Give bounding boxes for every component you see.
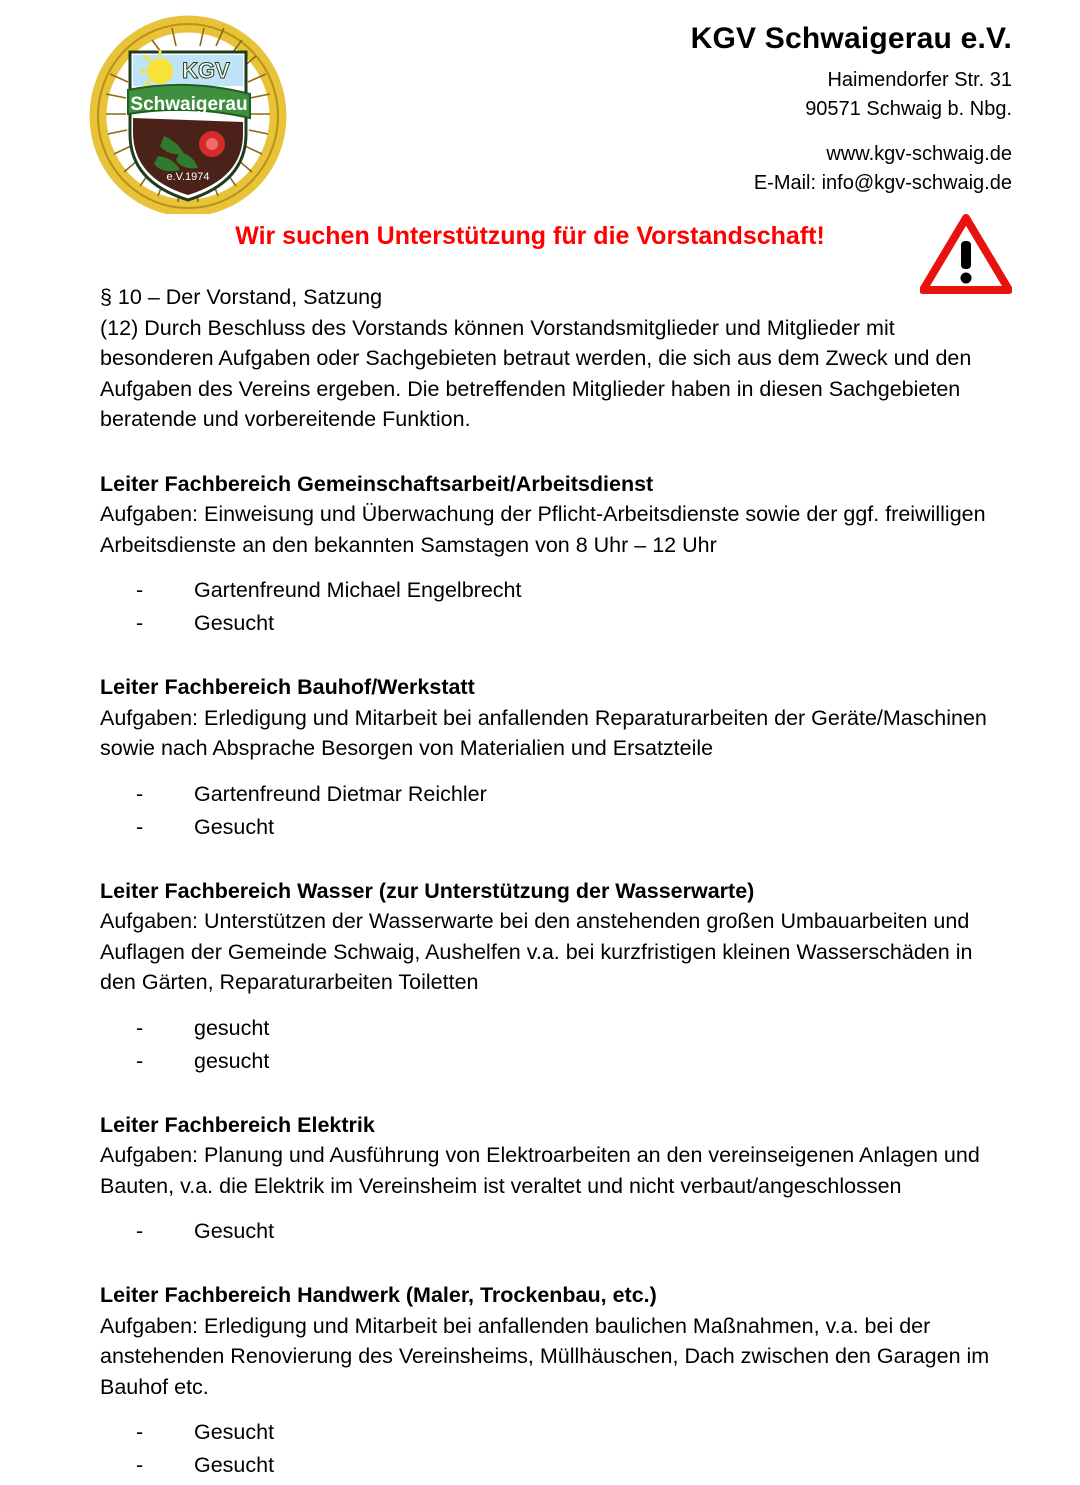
- section-elektrik: [100, 1110, 1012, 1247]
- section-people-list: [100, 576, 1012, 638]
- section-title: Leiter Fachbereich Wasser (zur Unterstützung der Wasserwarte): [100, 878, 755, 903]
- logo-year-text: e.V.1974: [166, 171, 210, 183]
- section-people-list: [100, 1217, 1012, 1246]
- section-people-list: [100, 1014, 1012, 1076]
- section-title: Leiter Fachbereich Bauhof/Werkstatt: [100, 675, 475, 700]
- section-title: Leiter Fachbereich Handwerk (Maler, Trockenbau, etc.): [100, 1283, 657, 1308]
- list-item: - Gartenfreund Dietmar Reichler: [136, 780, 1012, 809]
- club-logo-svg: [88, 14, 288, 214]
- section-tasks: Aufgaben: Unterstützen der Wasserwarte bei den anstehenden großen Umbauarbeiten und Auflagen der Gemeinde Schwaig, Aushelfen v.a. bei kurzfristigen kleinen Wasserschäden in den Gärten, Reparaturarbeiten Toiletten: [100, 909, 973, 995]
- banner-title: Wir suchen Unterstützung für die Vorstandschaft!: [235, 222, 825, 250]
- section-wasser: [100, 876, 1012, 1076]
- section-bauhof-werkstatt: [100, 672, 1012, 842]
- statute-paragraph: (12) Durch Beschluss des Vorstands können Vorstandsmitglieder und Mitglieder mit besonderen Aufgaben oder Sachgebieten betraut werden, die sich aus dem Zweck und den Aufgaben des Vereins ergeben. Die betreffenden Mitglieder haben in diesen Sachgebieten beratende und vorbereitende Funktion.: [100, 315, 972, 432]
- section-tasks: Aufgaben: Planung und Ausführung von Elektroarbeiten an den vereinseigenen Anlagen und Bauten, v.a. die Elektrik im Vereinsheim ist veraltet und nicht verbaut/angeschlossen: [100, 1143, 980, 1198]
- list-item: - Gesucht: [136, 609, 1012, 638]
- section-people-list: [100, 780, 1012, 842]
- address-block: [691, 22, 1012, 198]
- website-text: www.kgv-schwaig.de: [826, 143, 1012, 165]
- list-item: - Gartenfreund Michael Engelbrecht: [136, 576, 1012, 605]
- banner-row: [0, 222, 1080, 282]
- section-people-list: [100, 1418, 1012, 1480]
- section-tasks: Aufgaben: Erledigung und Mitarbeit bei anfallenden Reparaturarbeiten der Geräte/Maschinen sowie nach Absprache Besorgen von Materialien und Ersatzteile: [100, 705, 987, 761]
- section-title: Leiter Fachbereich Elektrik: [100, 1112, 375, 1137]
- club-logo: [88, 14, 288, 214]
- logo-band-text: Schwaigerau: [130, 94, 248, 115]
- address-street: Haimendorfer Str. 31: [827, 69, 1012, 91]
- section-title: Leiter Fachbereich Gemeinschaftsarbeit/Arbeitsdienst: [100, 471, 654, 496]
- organization-title: KGV Schwaigerau e.V.: [690, 22, 1012, 55]
- list-item: - gesucht: [136, 1047, 1012, 1076]
- list-item: - Gesucht: [136, 1451, 1012, 1480]
- list-item: - Gesucht: [136, 1418, 1012, 1447]
- section-tasks: Aufgaben: Einweisung und Überwachung der Pflicht-Arbeitsdienste sowie der ggf. freiwilligen Arbeitsdienste an den bekannten Samstagen von 8 Uhr – 12 Uhr: [100, 502, 986, 557]
- list-item: - gesucht: [136, 1014, 1012, 1043]
- warning-icon: [920, 214, 1012, 294]
- statute-reference: § 10 – Der Vorstand, Satzung: [100, 285, 383, 309]
- section-handwerk: [100, 1280, 1012, 1480]
- address-city: 90571 Schwaig b. Nbg.: [805, 98, 1012, 120]
- section-tasks: Aufgaben: Erledigung und Mitarbeit bei anfallenden baulichen Maßnahmen, v.a. bei der anstehenden Renovierung des Vereinsheims, Müllhäuschen, Dach zwischen den Garagen im Bauhof etc.: [100, 1313, 990, 1399]
- logo-top-text: KGV: [182, 58, 230, 83]
- list-item: - Gesucht: [136, 813, 1012, 842]
- document-header: [0, 0, 1080, 222]
- email-text: E-Mail: info@kgv-schwaig.de: [753, 172, 1012, 194]
- document-body: [0, 282, 1080, 1480]
- section-gemeinschaftsarbeit: [100, 469, 1012, 639]
- list-item: - Gesucht: [136, 1217, 1012, 1246]
- address-spacer: [691, 124, 1012, 140]
- warning-triangle-svg: [920, 214, 1012, 294]
